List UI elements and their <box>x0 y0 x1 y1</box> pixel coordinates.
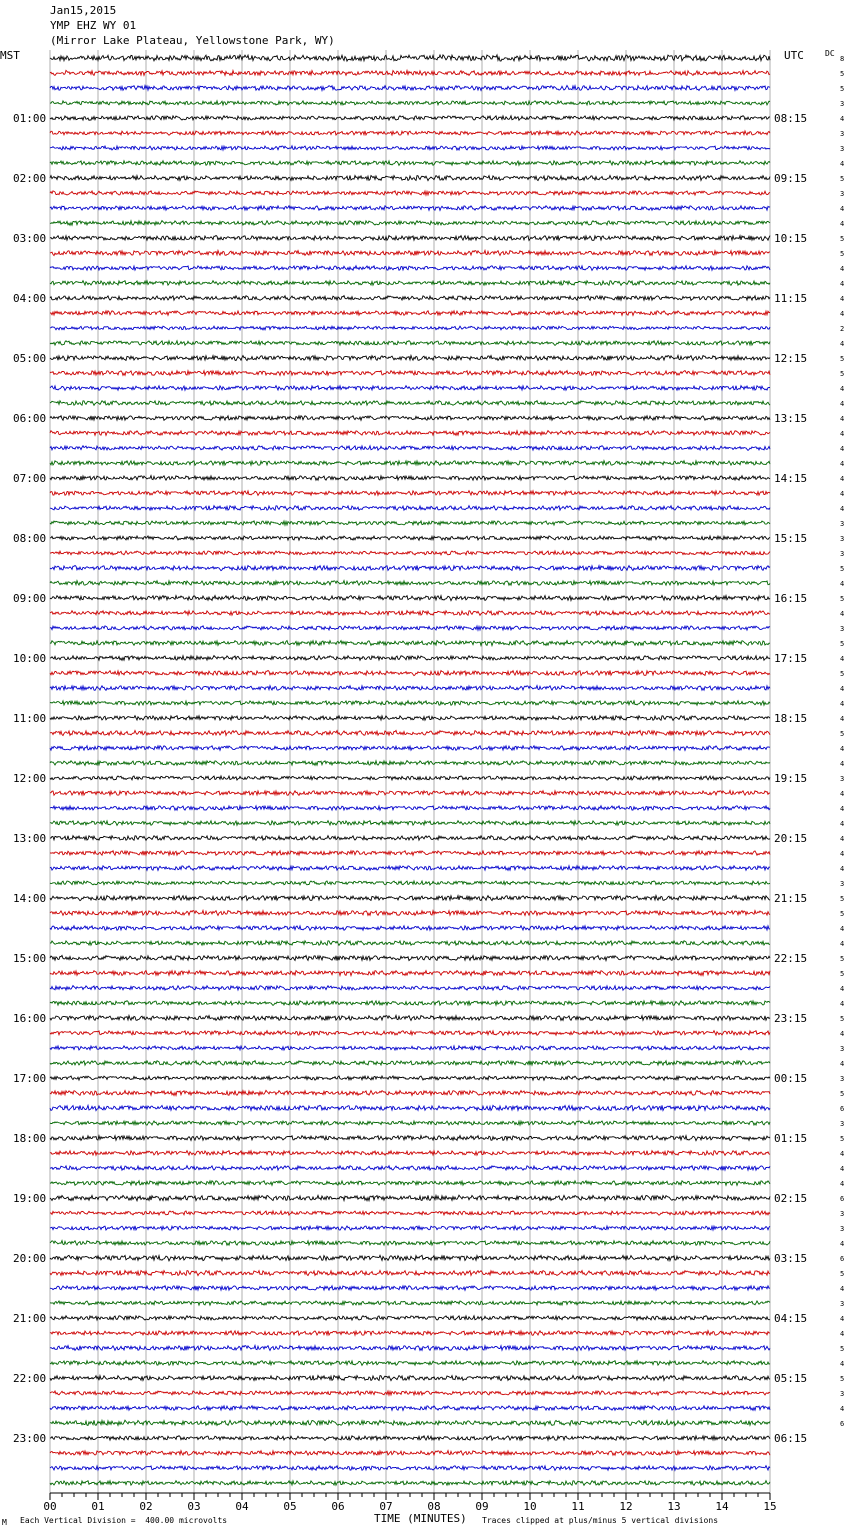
seismic-trace <box>50 551 770 555</box>
trace-value: 4 <box>840 700 845 708</box>
trace-value: 6 <box>840 1420 845 1428</box>
trace-value: 5 <box>840 595 845 603</box>
right-hour-label: 06:15 <box>774 1432 808 1445</box>
trace-value: 4 <box>840 1150 845 1158</box>
left-hour-label: 13:00 <box>13 832 47 845</box>
seismic-trace <box>50 326 770 330</box>
x-tick-label: 05 <box>283 1500 297 1513</box>
left-hour-label: 12:00 <box>13 772 47 785</box>
right-hour-label: 08:15 <box>774 112 808 125</box>
trace-value: 3 <box>840 625 845 633</box>
trace-value: 4 <box>840 715 845 723</box>
trace-value: 4 <box>840 460 845 468</box>
right-hour-label: 15:15 <box>774 532 808 545</box>
left-hour-label: 22:00 <box>13 1372 47 1385</box>
right-hour-label: 16:15 <box>774 592 808 605</box>
seismic-trace <box>50 1481 770 1486</box>
trace-value: 3 <box>840 130 845 138</box>
seismic-trace <box>50 821 770 826</box>
trace-value: 5 <box>840 70 845 78</box>
trace-value: 4 <box>840 820 845 828</box>
right-hour-labels <box>774 112 807 1445</box>
seismic-trace <box>50 250 770 255</box>
trace-value: 4 <box>840 925 845 933</box>
seismic-trace <box>50 1406 770 1411</box>
trace-value: 5 <box>840 1090 845 1098</box>
seismic-trace <box>50 761 770 766</box>
x-tick-label: 01 <box>91 1500 105 1513</box>
x-tick-label: 07 <box>379 1500 393 1513</box>
seismic-trace <box>50 596 770 601</box>
seismic-trace <box>50 776 770 780</box>
seismic-trace <box>50 191 770 195</box>
trace-value: 4 <box>840 1240 845 1248</box>
x-tick-label: 11 <box>571 1500 585 1513</box>
trace-value: 4 <box>840 310 845 318</box>
seismic-trace <box>50 1046 770 1050</box>
x-tick-label: 15 <box>763 1500 777 1513</box>
left-hour-label: 16:00 <box>13 1012 47 1025</box>
seismic-trace <box>50 836 770 841</box>
trace-value: 4 <box>840 865 845 873</box>
left-hour-label: 01:00 <box>13 112 47 125</box>
seismic-trace <box>50 1226 770 1230</box>
trace-value: 3 <box>840 1120 845 1128</box>
right-hour-label: 01:15 <box>774 1132 808 1145</box>
trace-value: 5 <box>840 955 845 963</box>
trace-value: 5 <box>840 370 845 378</box>
trace-value: 6 <box>840 1195 845 1203</box>
trace-value: 3 <box>840 100 845 108</box>
seismic-trace <box>50 1286 770 1291</box>
station-code: YMP EHZ WY 01 <box>50 19 137 32</box>
seismic-trace <box>50 506 770 511</box>
x-tick-label: 08 <box>427 1500 441 1513</box>
x-axis-title: TIME (MINUTES) <box>374 1512 467 1525</box>
seismic-trace <box>50 281 770 286</box>
trace-value: 4 <box>840 1405 845 1413</box>
right-hour-label: 02:15 <box>774 1192 808 1205</box>
trace-group <box>50 55 770 1485</box>
seismic-trace <box>50 1466 770 1471</box>
right-hour-label: 10:15 <box>774 232 808 245</box>
trace-value: 4 <box>840 1165 845 1173</box>
seismic-trace <box>50 1255 770 1261</box>
trace-value: 4 <box>840 385 845 393</box>
seismic-trace <box>50 296 770 301</box>
trace-value: 5 <box>840 175 845 183</box>
seismic-trace <box>50 371 770 376</box>
trace-value: 5 <box>840 1135 845 1143</box>
right-timezone-label: UTC <box>784 49 804 62</box>
right-hour-label: 21:15 <box>774 892 808 905</box>
trace-value: 4 <box>840 685 845 693</box>
seismic-trace <box>50 986 770 991</box>
right-hour-label: 22:15 <box>774 952 808 965</box>
trace-value: 4 <box>840 400 845 408</box>
x-tick-label: 10 <box>523 1500 537 1513</box>
seismic-trace <box>50 1151 770 1156</box>
trace-value: 4 <box>840 265 845 273</box>
scale-mark: M <box>2 1518 7 1527</box>
trace-value: 4 <box>840 280 845 288</box>
seismic-trace <box>50 1181 770 1186</box>
trace-value: 3 <box>840 550 845 558</box>
recording-date: Jan15,2015 <box>50 4 117 17</box>
seismic-trace <box>50 1316 770 1321</box>
seismic-trace <box>50 266 770 271</box>
seismic-trace <box>50 311 770 316</box>
x-tick-label: 02 <box>139 1500 153 1513</box>
left-hour-label: 18:00 <box>13 1132 47 1145</box>
trace-value: 4 <box>840 220 845 228</box>
trace-value: 5 <box>840 355 845 363</box>
trace-value: 4 <box>840 475 845 483</box>
trace-value: 6 <box>840 1255 845 1263</box>
seismic-trace <box>50 476 770 481</box>
trace-value: 4 <box>840 340 845 348</box>
seismic-trace <box>50 341 770 346</box>
trace-value: 3 <box>840 1300 845 1308</box>
trace-value: 3 <box>840 1390 845 1398</box>
trace-value: 4 <box>840 985 845 993</box>
trace-value: 4 <box>840 1180 845 1188</box>
left-hour-label: 10:00 <box>13 652 47 665</box>
right-hour-label: 05:15 <box>774 1372 808 1385</box>
trace-value: 3 <box>840 520 845 528</box>
left-hour-label: 02:00 <box>13 172 47 185</box>
trace-value: 4 <box>840 490 845 498</box>
seismic-trace <box>50 491 770 496</box>
trace-value: 4 <box>840 1030 845 1038</box>
seismic-trace <box>50 1166 770 1171</box>
seismic-trace <box>50 55 770 61</box>
trace-value: 5 <box>840 85 845 93</box>
trace-value: 5 <box>840 910 845 918</box>
trace-value: 5 <box>840 730 845 738</box>
left-hour-label: 04:00 <box>13 292 47 305</box>
seismic-trace <box>50 206 770 211</box>
trace-value: 4 <box>840 1315 845 1323</box>
left-hour-label: 20:00 <box>13 1252 47 1265</box>
left-hour-label: 17:00 <box>13 1072 47 1085</box>
trace-value: 4 <box>840 760 845 768</box>
seismic-trace <box>50 686 770 691</box>
x-tick-label: 14 <box>715 1500 729 1513</box>
x-tick-label: 09 <box>475 1500 489 1513</box>
seismic-trace <box>50 446 770 451</box>
x-tick-label: 03 <box>187 1500 201 1513</box>
seismic-trace <box>50 896 770 901</box>
left-hour-label: 23:00 <box>13 1432 47 1445</box>
right-trace-values <box>840 55 844 1428</box>
seismic-trace <box>50 746 770 751</box>
right-hour-label: 14:15 <box>774 472 808 485</box>
right-hour-label: 09:15 <box>774 172 808 185</box>
trace-value: 5 <box>840 1270 845 1278</box>
trace-value: 3 <box>840 535 845 543</box>
left-hour-label: 15:00 <box>13 952 47 965</box>
right-hour-label: 11:15 <box>774 292 808 305</box>
clip-note: Traces clipped at plus/minus 5 vertical divisions <box>482 1516 719 1525</box>
seismic-trace <box>50 910 770 915</box>
left-hour-label: 06:00 <box>13 412 47 425</box>
trace-value: 5 <box>840 670 845 678</box>
seismic-trace <box>50 1061 770 1066</box>
left-hour-label: 19:00 <box>13 1192 47 1205</box>
trace-value: 4 <box>840 505 845 513</box>
left-hour-label: 14:00 <box>13 892 47 905</box>
seismic-trace <box>50 641 770 646</box>
trace-value: 3 <box>840 880 845 888</box>
seismic-trace <box>50 1076 770 1080</box>
seismic-trace <box>50 701 770 706</box>
right-hour-label: 04:15 <box>774 1312 808 1325</box>
trace-value: 4 <box>840 610 845 618</box>
seismic-trace <box>50 355 770 360</box>
seismic-trace <box>50 1105 770 1111</box>
seismic-trace <box>50 566 770 571</box>
seismic-trace <box>50 70 770 75</box>
seismic-trace <box>50 101 770 105</box>
x-tick-label: 12 <box>619 1500 633 1513</box>
trace-value: 3 <box>840 1225 845 1233</box>
seismic-trace <box>50 806 770 810</box>
trace-value: 4 <box>840 430 845 438</box>
right-hour-label: 12:15 <box>774 352 808 365</box>
trace-value: 2 <box>840 325 845 333</box>
trace-value: 5 <box>840 565 845 573</box>
seismic-trace <box>50 1001 770 1006</box>
seismic-trace <box>50 1090 770 1095</box>
trace-value: 5 <box>840 895 845 903</box>
trace-value: 4 <box>840 580 845 588</box>
seismic-trace <box>50 581 770 586</box>
seismic-trace <box>50 236 770 241</box>
seismic-trace <box>50 416 770 421</box>
seismic-trace <box>50 1015 770 1020</box>
left-hour-label: 11:00 <box>13 712 47 725</box>
seismic-trace <box>50 1195 770 1201</box>
seismic-trace <box>50 146 770 150</box>
seismic-trace <box>50 1451 770 1456</box>
seismic-trace <box>50 1420 770 1425</box>
seismic-trace <box>50 941 770 946</box>
left-hour-label: 21:00 <box>13 1312 47 1325</box>
trace-value: 4 <box>840 655 845 663</box>
trace-value: 4 <box>840 835 845 843</box>
seismic-trace <box>50 1361 770 1366</box>
trace-value: 4 <box>840 1000 845 1008</box>
trace-value: 4 <box>840 445 845 453</box>
trace-value: 5 <box>840 1375 845 1383</box>
trace-value: 3 <box>840 1210 845 1218</box>
seismic-trace <box>50 1391 770 1395</box>
trace-value: 3 <box>840 190 845 198</box>
right-hour-label: 20:15 <box>774 832 808 845</box>
right-hour-label: 00:15 <box>774 1072 808 1085</box>
right-hour-label: 03:15 <box>774 1252 808 1265</box>
seismic-trace <box>50 791 770 796</box>
seismic-trace <box>50 1121 770 1125</box>
seismic-trace <box>50 626 770 630</box>
x-tick-label: 06 <box>331 1500 345 1513</box>
trace-value: 5 <box>840 250 845 258</box>
trace-value: 5 <box>840 1015 845 1023</box>
seismic-trace <box>50 656 770 661</box>
seismic-trace <box>50 1301 770 1305</box>
x-tick-label: 00 <box>43 1500 57 1513</box>
seismic-trace <box>50 955 770 960</box>
seismic-trace <box>50 881 770 885</box>
seismic-trace <box>50 431 770 436</box>
trace-value: 4 <box>840 295 845 303</box>
trace-value: 4 <box>840 805 845 813</box>
seismic-trace <box>50 611 770 616</box>
left-hour-label: 07:00 <box>13 472 47 485</box>
seismic-trace <box>50 1241 770 1246</box>
seismic-trace <box>50 116 770 121</box>
station-location: (Mirror Lake Plateau, Yellowstone Park, WY) <box>50 34 335 47</box>
seismic-trace <box>50 851 770 856</box>
trace-value: 3 <box>840 145 845 153</box>
right-hour-label: 23:15 <box>774 1012 808 1025</box>
left-hour-labels <box>13 112 46 1445</box>
trace-value: 5 <box>840 640 845 648</box>
seismic-trace <box>50 716 770 721</box>
x-tick-label: 04 <box>235 1500 249 1513</box>
dc-label: DC <box>825 49 835 58</box>
seismic-trace <box>50 866 770 871</box>
right-hour-label: 13:15 <box>774 412 808 425</box>
vertical-scale-note: Each Vertical Division = 400.00 microvolts <box>20 1516 228 1525</box>
trace-value: 4 <box>840 205 845 213</box>
trace-value: 4 <box>840 415 845 423</box>
left-hour-label: 08:00 <box>13 532 47 545</box>
seismic-trace <box>50 671 770 676</box>
trace-value: 4 <box>840 160 845 168</box>
trace-value: 4 <box>840 850 845 858</box>
right-hour-label: 17:15 <box>774 652 808 665</box>
seismic-trace <box>50 1031 770 1036</box>
trace-value: 5 <box>840 1345 845 1353</box>
trace-value: 3 <box>840 1075 845 1083</box>
trace-value: 3 <box>840 775 845 783</box>
seismic-trace <box>50 131 770 135</box>
left-hour-label: 09:00 <box>13 592 47 605</box>
seismic-trace <box>50 971 770 976</box>
seismic-trace <box>50 1211 770 1215</box>
trace-value: 5 <box>840 235 845 243</box>
trace-value: 3 <box>840 1045 845 1053</box>
trace-value: 4 <box>840 745 845 753</box>
seismic-trace <box>50 1136 770 1141</box>
seismic-trace <box>50 86 770 91</box>
seismic-trace <box>50 161 770 166</box>
trace-value: 4 <box>840 790 845 798</box>
seismic-trace <box>50 401 770 406</box>
trace-value: 8 <box>840 55 845 63</box>
right-hour-label: 18:15 <box>774 712 808 725</box>
x-axis <box>43 1493 776 1513</box>
trace-value: 4 <box>840 940 845 948</box>
trace-value: 5 <box>840 970 845 978</box>
seismic-trace <box>50 1345 770 1350</box>
seismic-trace <box>50 521 770 525</box>
trace-value: 4 <box>840 1360 845 1368</box>
seismic-trace <box>50 926 770 931</box>
seismic-trace <box>50 1376 770 1381</box>
seismic-trace <box>50 730 770 735</box>
right-hour-label: 19:15 <box>774 772 808 785</box>
seismic-trace <box>50 221 770 226</box>
trace-value: 4 <box>840 115 845 123</box>
trace-value: 4 <box>840 1285 845 1293</box>
seismic-trace <box>50 1436 770 1441</box>
seismic-trace <box>50 461 770 466</box>
left-hour-label: 03:00 <box>13 232 47 245</box>
left-timezone-label: MST <box>0 49 20 62</box>
trace-value: 4 <box>840 1330 845 1338</box>
left-hour-label: 05:00 <box>13 352 47 365</box>
x-tick-label: 13 <box>667 1500 681 1513</box>
seismic-trace <box>50 176 770 181</box>
seismic-trace <box>50 1270 770 1275</box>
seismic-trace <box>50 536 770 540</box>
seismic-trace <box>50 386 770 391</box>
trace-value: 6 <box>840 1105 845 1113</box>
trace-value: 4 <box>840 1060 845 1068</box>
seismic-trace <box>50 1331 770 1336</box>
